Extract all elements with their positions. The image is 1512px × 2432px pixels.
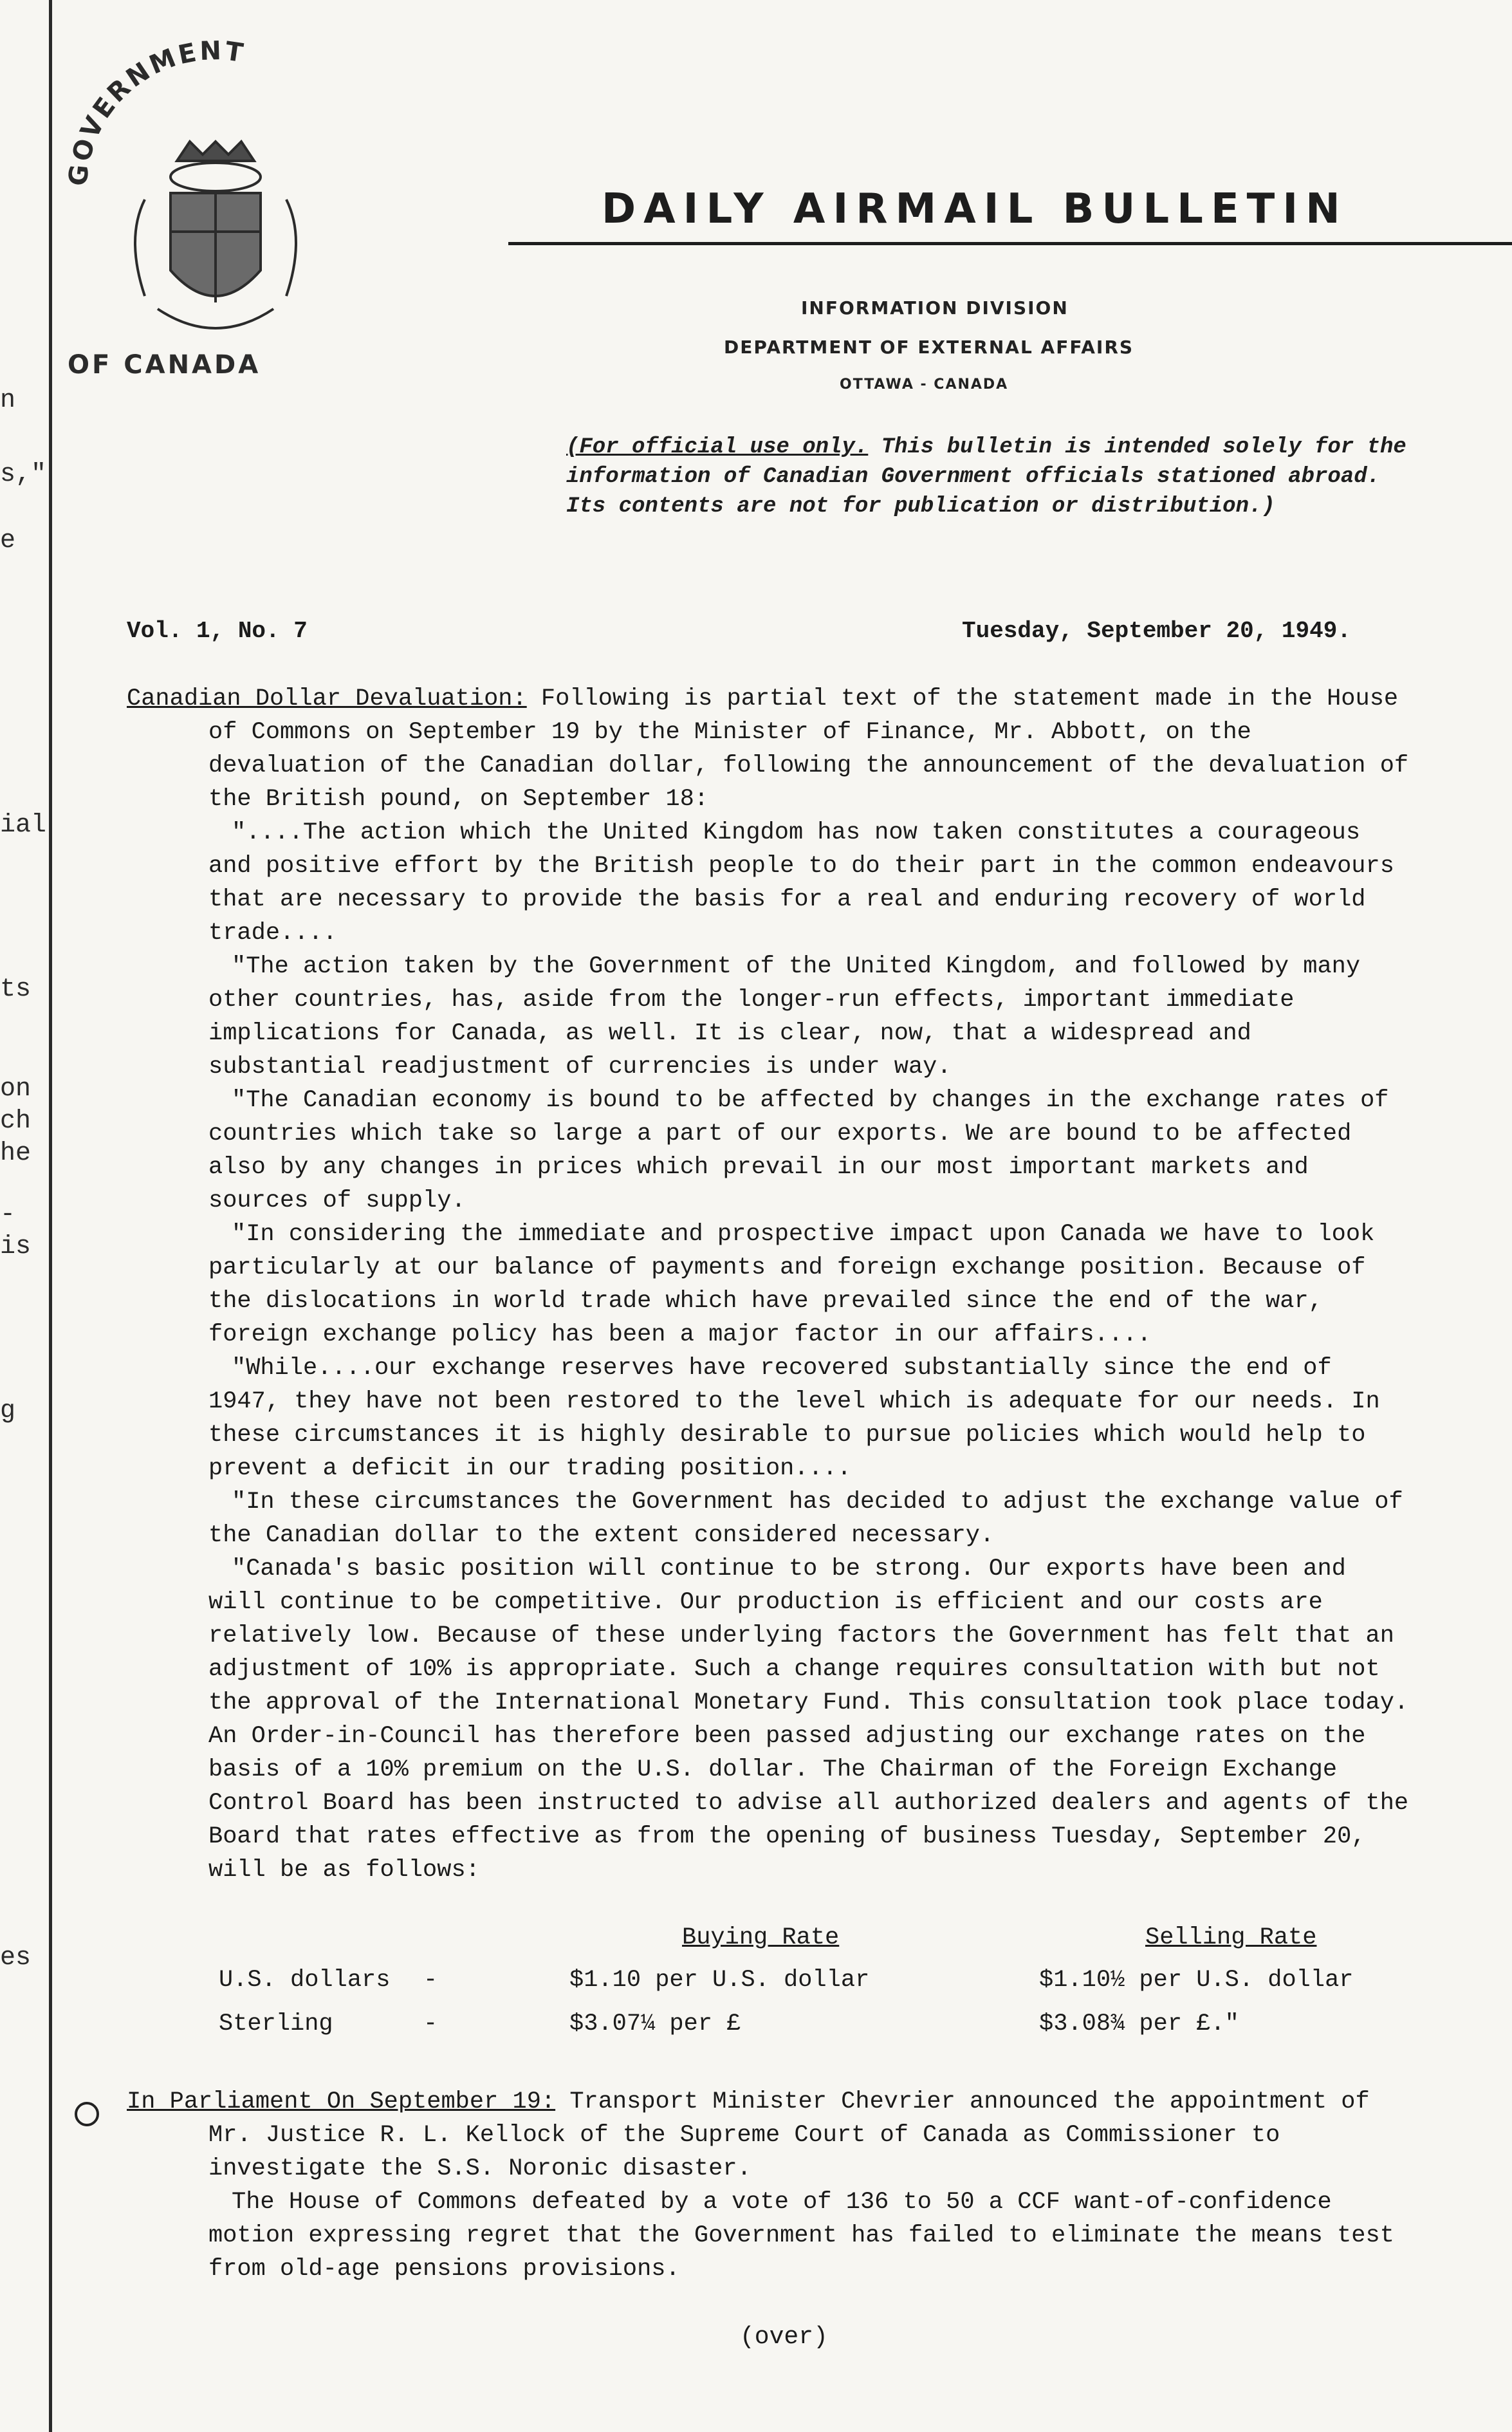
margin-fragment: is	[0, 1232, 32, 1261]
margin-fragment: es	[0, 1944, 32, 1973]
selling-rate-header: Selling Rate	[1145, 1924, 1317, 1951]
intro-text: Transport Minister Chevrier announced the appointment of Mr. Justice R. L. Kellock of the Supreme Court of Canada as Commissioner to investigate the S.S. Noronic disaster.	[208, 2088, 1370, 2182]
margin-fragment: s,"	[0, 460, 47, 489]
volume-number: Vol. 1, No. 7	[127, 618, 308, 644]
intro-text: Following is partial text of the statement made in the House of Commons on September 19 by the Minister of Finance, Mr. Abbott, on the devaluation of the Canadian dollar, following the announcement of the devaluation of the British pound, on September 18:	[208, 685, 1409, 813]
quote-paragraph: "....The action which the United Kingdom has now taken constitutes a courageous and positive effort by the British people to do their part in the common endeavours that are necessary to provide the basis for a real and enduring recovery of world trade....	[208, 819, 1394, 947]
selling-rate: $3.08¾ per £."	[1039, 2010, 1239, 2037]
coat-of-arms-icon	[135, 142, 296, 328]
masthead-rule	[508, 242, 1512, 245]
margin-fragment: g	[0, 1397, 16, 1425]
article-dollar-devaluation	[127, 682, 1414, 1887]
section-heading: In Parliament On September 19:	[127, 2088, 556, 2115]
issuer-division: INFORMATION DIVISION	[801, 297, 1069, 319]
notice-lead: (For official use only.	[566, 435, 869, 459]
currency-label: Sterling	[219, 2010, 333, 2037]
quote-paragraph: "In these circumstances the Government has decided to adjust the exchange value of the Canadian dollar to the extent considered necessary.	[208, 1489, 1403, 1549]
margin-fragment: n	[0, 386, 16, 415]
page-edge	[49, 0, 52, 2432]
buying-rate-header: Buying Rate	[682, 1924, 840, 1951]
selling-rate: $1.10½ per U.S. dollar	[1039, 1967, 1354, 1994]
notice-text: This bulletin is intended solely for the information of Canadian Government officials stationed abroad. Its contents are not for publication or distribution.)	[566, 435, 1406, 519]
quote-paragraph: "Canada's basic position will continue to be strong. Our exports have been and will continue to be competitive. Our production is efficient and our costs are relatively low. Because of these underlying factors the Government has felt that an adjustment of 10% is appropriate. Such a change requires consultation with but not the approval of the International Monetary Fund. This consultation took place today. An Order-in-Council has therefore been passed adjusting our exchange rates on the basis of a 10% premium on the U.S. dollar. The Chairman of the Foreign Exchange Control Board has been instructed to advise all authorized dealers and agents of the Board that rates effective as from the opening of business Tuesday, September 20, will be as follows:	[208, 1555, 1409, 1884]
circle-bullet-icon	[72, 2099, 102, 2129]
exchange-rate-table	[219, 1924, 1415, 2050]
over-note: (over)	[740, 2323, 828, 2351]
buying-rate: $1.10 per U.S. dollar	[569, 1967, 870, 1994]
rate-row-usd	[219, 1967, 1415, 2007]
issuer-department: DEPARTMENT OF EXTERNAL AFFAIRS	[724, 337, 1134, 358]
rate-row-sterling	[219, 2010, 1415, 2050]
currency-label: U.S. dollars	[219, 1967, 391, 1994]
government-seal-logo	[61, 26, 357, 386]
seal-text-top: GOVERNMENT	[63, 35, 248, 187]
buying-rate: $3.07¼ per £	[569, 2010, 741, 2037]
bulletin-title: DAILY AIRMAIL BULLETIN	[602, 185, 1348, 233]
section-heading: Canadian Dollar Devaluation:	[127, 685, 527, 712]
margin-fragment: ts	[0, 975, 32, 1004]
rate-dash: -	[423, 1967, 438, 1994]
issue-date: Tuesday, September 20, 1949.	[962, 618, 1351, 644]
margin-fragment: he	[0, 1139, 32, 1168]
margin-fragment: e	[0, 526, 16, 555]
margin-fragment: on	[0, 1075, 32, 1104]
quote-paragraph: "The action taken by the Government of the United Kingdom, and followed by many other countries, has, aside from the longer-run effects, important immediate implications for Canada, as well. It is clear, now, that a widespread and substantial readjustment of currencies is under way.	[208, 953, 1361, 1081]
news-paragraph: The House of Commons defeated by a vote of 136 to 50 a CCF want-of-confidence motion expressing regret that the Government has failed to eliminate the means test from old-age pensions provisions.	[208, 2189, 1394, 2283]
margin-fragment: ial	[0, 811, 47, 840]
margin-fragment: -	[0, 1200, 16, 1229]
seal-text-bottom: OF CANADA	[68, 350, 261, 380]
rate-dash: -	[423, 2010, 438, 2037]
official-use-notice	[566, 432, 1415, 521]
article-parliament	[127, 2085, 1414, 2286]
quote-paragraph: "In considering the immediate and prospective impact upon Canada we have to look particularly at our balance of payments and foreign exchange position. Because of the dislocations in world trade which have prevailed since the end of the war, foreign exchange policy has been a major factor in our affairs....	[208, 1221, 1375, 1348]
quote-paragraph: "The Canadian economy is bound to be affected by changes in the exchange rates of countries which take so large a part of our exports. We are bound to be affected also by any changes in prices which prevail in our most important markets and sources of supply.	[208, 1087, 1389, 1214]
margin-fragment: ch	[0, 1107, 32, 1136]
article-intro	[127, 2085, 1414, 2186]
rate-table-header	[219, 1924, 1415, 1963]
article-intro	[127, 682, 1414, 816]
issuer-city: OTTAWA - CANADA	[840, 376, 1009, 393]
quote-paragraph: "While....our exchange reserves have recovered substantially since the end of 1947, they have not been restored to the level which is adequate for our needs. In these circumstances it is highly desirable to pursue policies which would help to prevent a deficit in our trading position....	[208, 1355, 1380, 1482]
